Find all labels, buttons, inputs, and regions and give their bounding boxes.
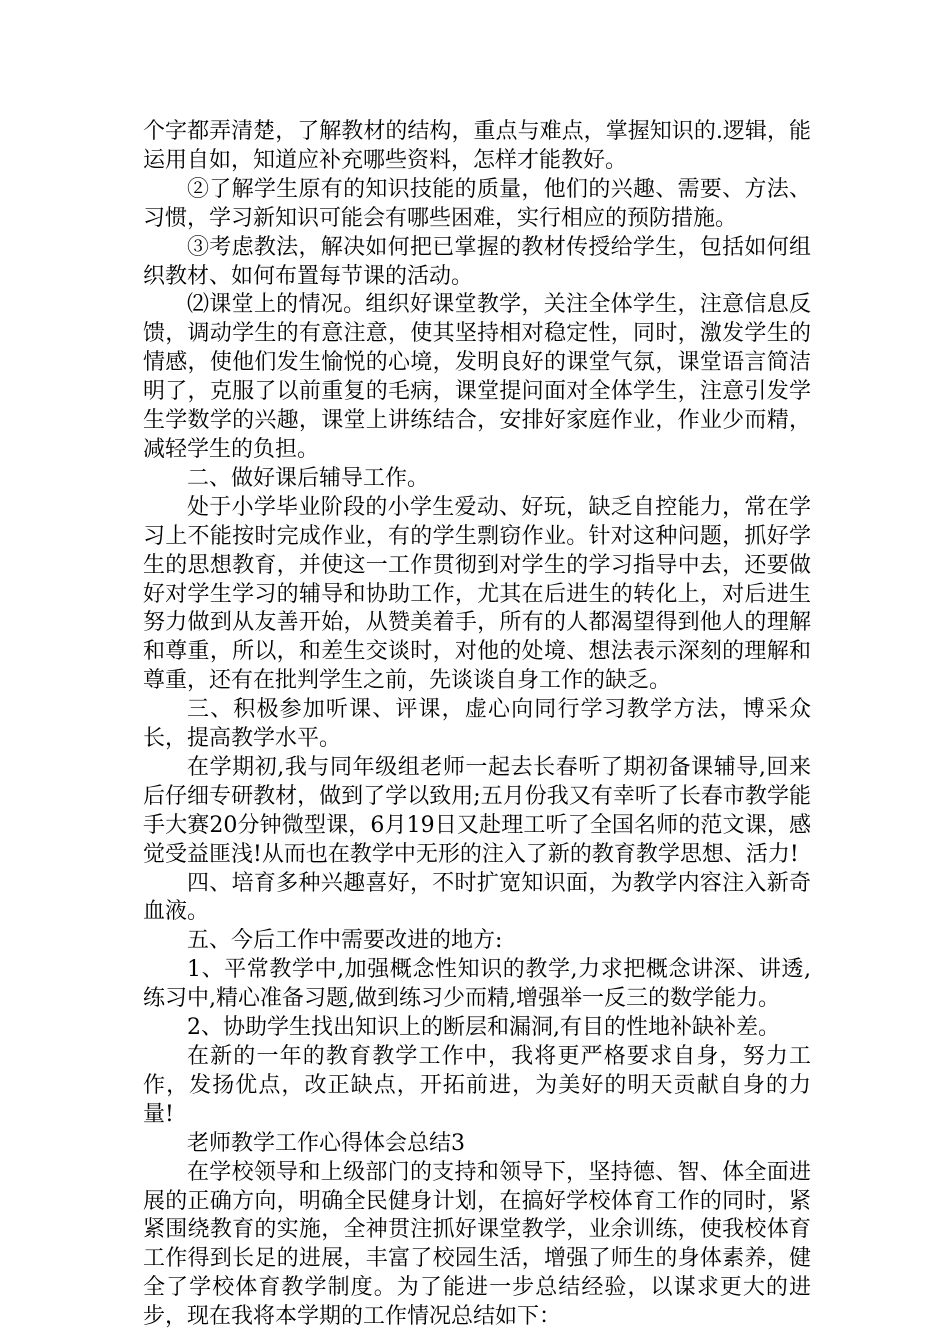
paragraph: 在学校领导和上级部门的支持和领导下，坚持德、智、体全面进展的正确方向，明确全民健身计划，在搞好学校体育工作的同时，紧紧围绕教育的实施，全神贯注抓好课堂教学，业余训练，使我校体育工作得到长足的进展，丰富了校园生活，增强了师生的身体素养，健全了学校体育教学制度。为了能进一步总结经验，以谋求更大的进步，现在我将本学期的工作情况总结如下： xyxy=(143,1159,811,1330)
paragraph: 个字都弄清楚，了解教材的结构，重点与难点，掌握知识的.逻辑，能运用自如，知道应补充哪些资料，怎样才能教好。 xyxy=(143,119,811,173)
section-heading: 二、做好课后辅导工作。 xyxy=(187,465,430,491)
article-title: 老师教学工作心得体会总结3 xyxy=(187,1130,465,1156)
section-heading: 四、培育多种兴趣喜好，不时扩宽知识面，为教学内容注入新奇血液。 xyxy=(143,870,811,925)
paragraph: 处于小学毕业阶段的小学生爱动、好玩，缺乏自控能力，常在学习上不能按时完成作业，有的学生剽窃作业。针对这种问题，抓好学生的思想教育，并使这一工作贯彻到对学生的学习指导中去，还要做好对学生学习的辅导和协助工作，尤其在后进生的转化上，对后进生努力做到从友善开始，从赞美着手，所有的人都渴望得到他人的理解和尊重，所以，和差生交谈时，对他的处境、想法表示深刻的理解和尊重，还有在批判学生之前，先谈谈自身工作的缺乏。 xyxy=(143,494,811,694)
section-heading: 五、今后工作中需要改进的地方: xyxy=(187,928,503,954)
paragraph: 在新的一年的教育教学工作中，我将更严格要求自身，努力工作，发扬优点，改正缺点，开拓前进，为美好的明天贡献自身的力量! xyxy=(143,1044,811,1127)
paragraph: ③考虑教法，解决如何把已掌握的教材传授给学生，包括如何组织教材、如何布置每节课的活动。 xyxy=(143,234,811,289)
paragraph: ②了解学生原有的知识技能的质量，他们的兴趣、需要、方法、习惯，学习新知识可能会有哪些困难，实行相应的预防措施。 xyxy=(143,176,811,231)
paragraph: 在学期初,我与同年级组老师一起去长春听了期初备课辅导,回来后仔细专研教材，做到了学以致用;五月份我又有幸听了长春市教学能手大赛20分钟微型课，6月19日又赴理工听了全国名师的范文课，感觉受益匪浅!从而也在教学中无形的注入了新的教育教学思想、活力! xyxy=(143,754,811,867)
paragraph: ⑵课堂上的情况。组织好课堂教学，关注全体学生，注意信息反馈，调动学生的有意注意，使其坚持相对稳定性，同时，激发学生的情感，使他们发生愉悦的心境，发明良好的课堂气氛，课堂语言简洁明了，克服了以前重复的毛病，课堂提问面对全体学生，注意引发学生学数学的兴趣，课堂上讲练结合，安排好家庭作业，作业少而精，减轻学生的负担。 xyxy=(143,292,811,462)
list-item: 1、平常教学中,加强概念性知识的教学,力求把概念讲深、讲透,练习中,精心准备习题,做到练习少而精,增强举一反三的数学能力。 xyxy=(143,957,811,1012)
document-body xyxy=(143,118,811,1332)
list-item: 2、协助学生找出知识上的断层和漏洞,有目的性地补缺补差。 xyxy=(187,1015,780,1041)
section-heading: 三、积极参加听课、评课，虚心向同行学习教学方法，博采众长，提高教学水平。 xyxy=(143,697,811,752)
